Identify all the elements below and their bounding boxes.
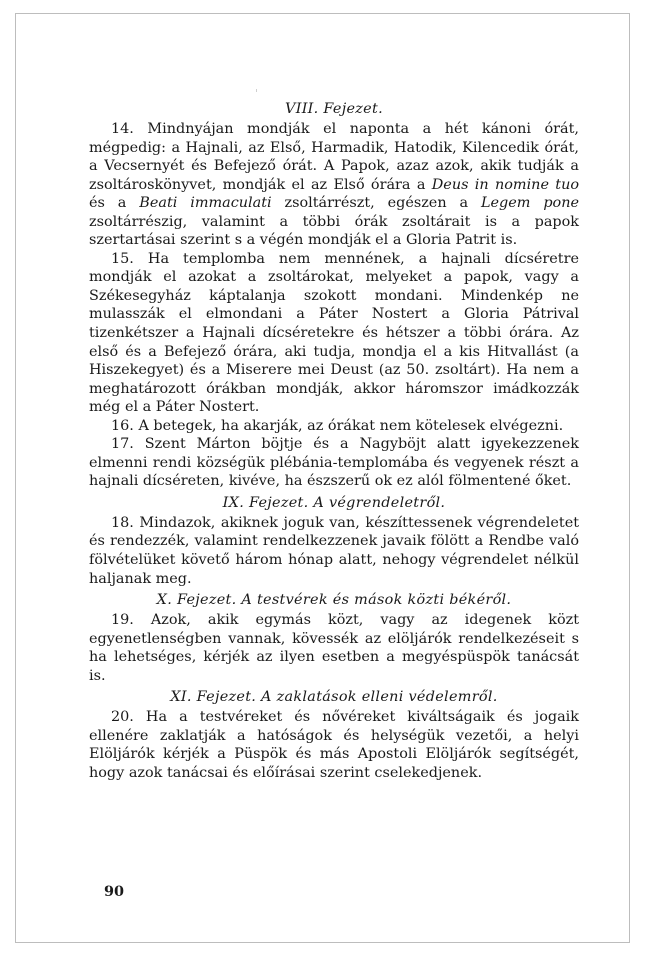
latin-phrase: Deus in nomine tuo <box>431 176 580 193</box>
chapter-heading-ix: IX. Fejezet. A végrendeletről. <box>222 494 446 511</box>
book-page <box>15 13 630 943</box>
page-mark <box>256 89 257 92</box>
paragraph-14: 14. Mindnyájan mondják el naponta a hét kánoni órát, mégpedig: a Hajnali, az Első, Harmadik, Hatodik, Kilencedik órát, a Vecsernyét és Befejező órát. A Papok, azaz azok, akik tudják a zsoltároskönyvet, mondják el az Első órára a Deus in nomine tuo és a Beati immaculati zsoltárrészt, egészen a Legem pone zsoltárrészig, valamint a többi órák zsoltárait is a papok szertartásai szerint s a végén mondják el a Gloria Patrit is. <box>89 121 580 249</box>
paragraph-16: 16. A betegek, ha akarják, az órákat nem kötelesek elvégezni. <box>111 417 564 434</box>
chapter-heading-x: X. Fejezet. A testvérek és mások közti békéről. <box>156 592 512 609</box>
paragraph-20: 20. Ha a testvéreket és nővéreket kiváltságaik és jogaik ellenére zaklatják a hatóságok és helységük vezetői, a helyi Elöljárók kérjék a Püspök és más Apostoli Elöljárók segítségét, hogy azok tanácsai és előírásai szerint cselekedjenek. <box>89 709 579 781</box>
latin-phrase: Legem pone <box>480 195 579 212</box>
paragraph-15: 15. Ha templomba nem mennének, a hajnali dícséretre mondják el azokat a zsoltárokat, melyeket a papok, vagy a Székesegyház káptalanja szokott mondani. Mindenkép ne mulasszák el elmondani a Páter Nostert a Gloria Pátrival tizenkétszer a Hajnali dícséretekre és hétszer a többi órára. Az első és a Befejező órára, aki tudja, mondja el a kis Hitvallást (a Hiszekegyet) és a Miserere mei Deust (az 50. zsoltárt). Ha nem a meghatározott órákban mondják, akkor háromszor imádkozzák még el a Páter Nostert. <box>89 250 579 416</box>
paragraph-19: 19. Azok, akik egymás közt, vagy az idegenek közt egyenetlenségben vannak, kövessék az elöljárók rendelkezéseit s ha lehetséges, kérjék az ilyen esetben a megyéspüspök tanácsát is. <box>89 612 579 684</box>
latin-phrase: Beati immaculati <box>139 195 272 212</box>
chapter-heading-xi: XI. Fejezet. A zaklatások elleni védelemről. <box>170 689 498 706</box>
page-number: 90 <box>104 883 125 900</box>
paragraph-18: 18. Mindazok, akiknek joguk van, készíttessenek végrendeletet és rendezzék, valamint rendelkezzenek javaik fölött a Rendbe való fölvételüket követő három hónap alatt, nehogy végrendelet nélkül haljanak meg. <box>89 514 579 587</box>
paragraph-17: 17. Szent Márton böjtje és a Nagyböjt alatt igyekezzenek elmenni rendi községük plébánia-templomába és vegyenek részt a hajnali dícséreten, kivéve, ha észszerű ok ez alól fölmentené őket. <box>89 436 579 490</box>
chapter-heading-viii: VIII. Fejezet. <box>285 101 383 117</box>
page-body <box>89 100 579 783</box>
